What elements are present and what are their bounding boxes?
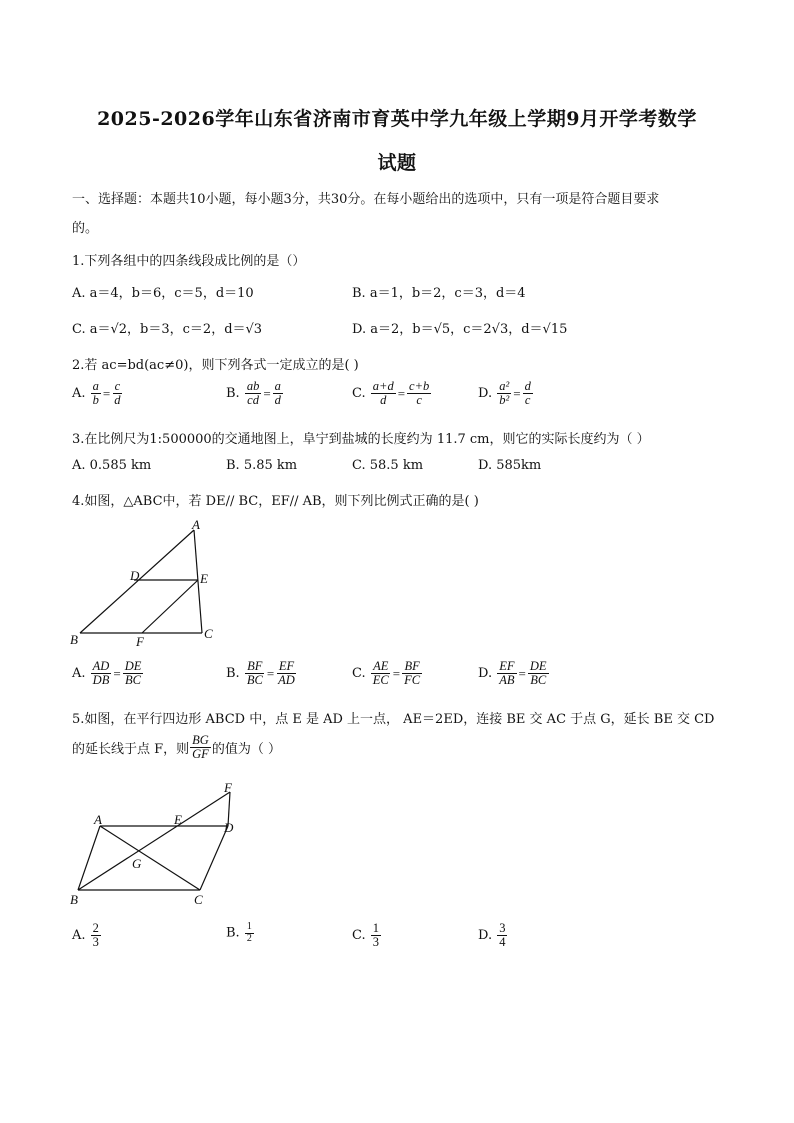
option-label: C. (352, 666, 366, 682)
option-label: A. (72, 928, 86, 944)
fraction: $\frac{BG}{GF}$ (192, 733, 209, 762)
point-label-c: C (194, 892, 203, 907)
point-label-e: E (174, 812, 182, 827)
fraction: $\frac{1}{3}$ (372, 921, 380, 950)
fraction: $\frac{EF}{AD}$ (278, 659, 295, 688)
q5-option-b (226, 922, 255, 944)
exam-title-line1: 2025-2026学年山东省济南市育英中学九年级上学期9月开学考数学 (97, 108, 697, 130)
q5-option-c (352, 922, 382, 949)
fraction: $\frac{AD}{DB}$ (92, 659, 110, 688)
q2-option-a: A. $\frac{a}{b}$ = $\frac{c}{d}$ (72, 379, 121, 408)
fraction: $\frac{c+b}{c}$ (409, 379, 430, 408)
q3-option-a: A. 0.585 km (72, 458, 152, 473)
option-label: B. (226, 666, 240, 682)
point-label-b: B (70, 892, 78, 907)
q4-option-d: D. $\frac{EF}{AB}$ = $\frac{DE}{BC}$ (478, 659, 547, 688)
segment-dc (200, 826, 228, 890)
point-label-c: C (204, 626, 213, 641)
q2-option-d: D. $\frac{\text{a²}}{\text{b²}}$ = $\frac{d}{c}$ (478, 379, 531, 408)
q5-parallelogram-figure (66, 778, 256, 910)
option-label: A. (72, 386, 86, 402)
q3-option-b: B. 5.85 km (226, 458, 298, 473)
point-label-f: F (136, 634, 144, 649)
q1-option-a: A. a＝4，b＝6，c＝5，d＝10 (72, 286, 254, 301)
point-label-g: G (132, 856, 142, 871)
fraction: $\frac{a}{b}$ (92, 379, 99, 408)
fraction: $\frac{a+d}{d}$ (372, 379, 394, 408)
q5-stem-line1: 5.如图，在平行四边形 ABCD 中，点 E 是 AD 上一点， AE＝2ED，连接 BE 交 AC 于点 G，延长 BE 交 CD (72, 712, 715, 727)
point-label-a: A (192, 517, 200, 532)
point-label-e: E (200, 571, 208, 586)
section-instructions-line2: 的。 (72, 221, 99, 236)
fraction: $\frac{AE}{EC}$ (372, 659, 389, 688)
point-label-f: F (224, 780, 232, 795)
point-label-d: D (130, 568, 140, 583)
option-label: C. (352, 386, 366, 402)
q5-option-a (72, 922, 102, 949)
fraction: $\frac{a}{d}$ (274, 379, 281, 408)
fraction: $\frac{DE}{BC}$ (124, 659, 142, 688)
q3-option-d: D. 585km (478, 458, 542, 473)
fraction: $\frac{ab}{cd}$ (246, 379, 260, 408)
q1-option-c: C. a＝√2，b＝3，c＝2，d＝√3 (72, 322, 263, 337)
fraction: $\frac{BF}{BC}$ (246, 659, 263, 688)
q2-option-b: B. $\frac{ab}{cd}$ = $\frac{a}{d}$ (226, 379, 281, 408)
segment-ab (78, 826, 100, 890)
fraction: $\frac{2}{3}$ (92, 921, 99, 950)
q2-stem: 2.若 ac=bd(ac≠0)，则下列各式一定成立的是( ) (72, 358, 359, 373)
q4-triangle-figure (66, 516, 226, 652)
q4-option-c: C. $\frac{AE}{EC}$ = $\frac{BF}{FC}$ (352, 659, 421, 688)
fraction: $\frac{\text{a²}}{\text{b²}}$ (499, 379, 510, 408)
q1-option-b: B. a＝1，b＝2，c＝3，d＝4 (352, 286, 526, 301)
q4-option-a: A. $\frac{AD}{DB}$ = $\frac{DE}{BC}$ (72, 659, 142, 688)
option-label: D. (478, 666, 493, 682)
q1-option-d: D. a＝2，b＝√5，c＝2√3，d＝√15 (352, 322, 568, 337)
q5-option-d (478, 922, 508, 949)
exam-title-line2: 试题 (377, 152, 417, 174)
q3-option-c: C. 58.5 km (352, 458, 424, 473)
point-label-d: D (224, 820, 234, 835)
option-label: D. (478, 928, 493, 944)
segment-ac (100, 826, 200, 890)
fraction: $\frac{1}{2}$ (246, 921, 252, 944)
segment-bf (78, 792, 230, 890)
q4-stem: 4.如图，△ABC中，若 DE// BC，EF// AB，则下列比例式正确的是( ) (72, 494, 479, 509)
section-instructions-line1: 一、选择题：本题共10小题，每小题3分，共30分。在每小题给出的选项中，只有一项是符合题目要求 (72, 192, 660, 207)
segment-ef (142, 580, 198, 633)
point-label-b: B (70, 632, 78, 647)
q5-stem-line2: 的延长线于点 F，则 $\frac{BG}{GF}$ 的值为（ ） (72, 733, 281, 762)
q3-stem: 3.在比例尺为1:500000的交通地图上，阜宁到盐城的长度约为 11.7 cm，则它的实际长度约为（ ） (72, 432, 650, 447)
fraction: $\frac{3}{4}$ (499, 921, 506, 950)
option-label: B. (226, 386, 240, 402)
option-label: B. (226, 925, 240, 941)
fraction: $\frac{DE}{BC}$ (529, 659, 547, 688)
fraction: $\frac{d}{c}$ (524, 379, 531, 408)
fraction: $\frac{EF}{AB}$ (499, 659, 515, 688)
q4-option-b: B. $\frac{BF}{BC}$ = $\frac{EF}{AD}$ (226, 659, 295, 688)
q1-stem: 1.下列各组中的四条线段成比例的是（） (72, 254, 306, 269)
option-label: C. (352, 928, 366, 944)
point-label-a: A (94, 812, 102, 827)
q2-option-c: C. $\frac{a+d}{d}$ = $\frac{c+b}{c}$ (352, 379, 430, 408)
fraction: $\frac{c}{d}$ (114, 379, 121, 408)
fraction: $\frac{BF}{FC}$ (404, 659, 421, 688)
option-label: D. (478, 386, 493, 402)
option-label: A. (72, 666, 86, 682)
